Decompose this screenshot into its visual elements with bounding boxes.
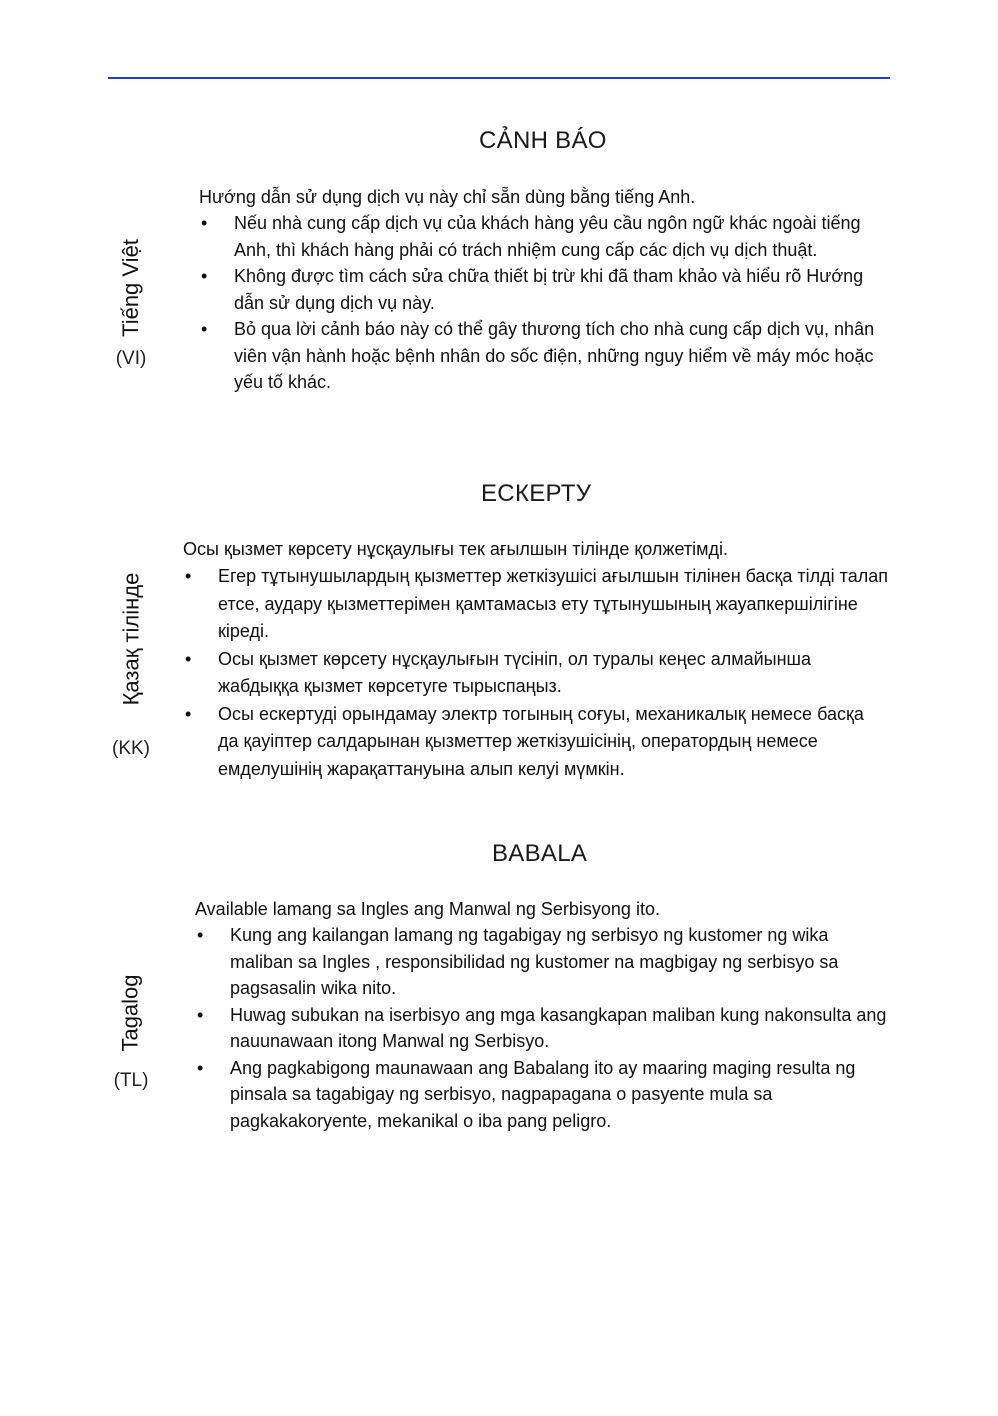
bullet-icon: • <box>185 648 192 669</box>
warning-intro: Осы қызмет көрсету нұсқаулығы тек ағылшын тілінде қолжетімді. <box>183 539 729 559</box>
language-code: (TL) <box>113 1070 149 1091</box>
list-item <box>199 210 889 263</box>
warning-heading: BABALA <box>492 840 588 867</box>
warning-heading: CẢNH BÁO <box>479 127 607 154</box>
language-name: Tiếng Việt <box>118 239 143 337</box>
warning-intro: Hướng dẫn sử dụng dịch vụ này chỉ sẵn dùng bằng tiếng Anh. <box>199 187 696 207</box>
list-item-text: Ang pagkabigong maunawaan ang Babalang ito ay maaring maging resulta ng pinsala sa tagabigay ng serbisyo, nagpapagana o pasyente mula sa pagkakakoryente, mekanikal o iba pang peligro. <box>230 1057 856 1131</box>
list-item <box>195 922 890 1002</box>
warning-list <box>183 563 888 783</box>
bullet-icon: • <box>197 925 204 945</box>
warning-list <box>195 922 890 1134</box>
header-rule <box>108 77 890 79</box>
bullet-icon: • <box>201 319 208 339</box>
list-item-text: Bỏ qua lời cảnh báo này có thể gây thương tích cho nhà cung cấp dịch vụ, nhân viên vận hành hoặc bệnh nhân do sốc điện, những nguy hiểm về máy móc hoặc yếu tố khác. <box>234 319 875 392</box>
list-item <box>195 1055 890 1135</box>
bullet-icon: • <box>185 566 192 586</box>
language-code: (VI) <box>115 348 147 369</box>
list-item-text: Nếu nhà cung cấp dịch vụ của khách hàng yêu cầu ngôn ngữ khác ngoài tiếng Anh, thì khách hàng phải có trách nhiệm cung cấp các dịch vụ dịch thuật. <box>234 213 861 260</box>
warning-list <box>199 210 889 396</box>
warning-intro: Available lamang sa Ingles ang Manwal ng Serbisyong ito. <box>195 899 660 919</box>
bullet-icon: • <box>201 213 208 233</box>
list-item-text: Huwag subukan na iserbisyo ang mga kasangkapan maliban kung nakonsulta ang nauunawaan itong Manwal ng Serbisyo. <box>230 1004 887 1051</box>
list-item <box>199 263 889 316</box>
bullet-icon: • <box>201 266 208 286</box>
bullet-icon: • <box>185 703 192 724</box>
list-item <box>195 1002 890 1055</box>
list-item <box>183 646 888 701</box>
warning-heading: ЕСКЕРТУ <box>481 480 592 507</box>
list-item <box>183 701 888 784</box>
bullet-icon: • <box>197 1004 204 1025</box>
list-item-text: Không được tìm cách sửa chữa thiết bị trừ khi đã tham khảo và hiểu rõ Hướng dẫn sử dụng dịch vụ này. <box>234 266 864 313</box>
list-item-text: Егер тұтынушылардың қызметтер жеткізушісі ағылшын тілінен басқа тілді талап етсе, аудару қызметтерімен қамтамасыз ету тұтынушының жауапкершілігіне кіреді. <box>218 566 888 641</box>
list-item <box>183 563 888 646</box>
bullet-icon: • <box>197 1057 204 1078</box>
language-name: Қазақ тілінде <box>118 572 143 706</box>
list-item <box>199 316 889 396</box>
language-name: Tagalog <box>118 974 144 1052</box>
list-item-text: Осы қызмет көрсету нұсқаулығын түсініп, ол туралы кеңес алмайынша жабдыққа қызмет көрсетуге тырыспаңыз. <box>218 648 811 696</box>
list-item-text: Осы ескертуді орындамау электр тогының соғуы, механикалық немесе басқа да қауіптер салдарынан қызметтер жеткізушісінің, оператордың немесе емделушінің жарақаттануына алып келуі мүмкін. <box>218 703 864 779</box>
language-code: (KK) <box>112 738 150 759</box>
list-item-text: Kung ang kailangan lamang ng tagabigay ng serbisyo ng kustomer ng wika maliban sa Ingles , responsibilidad ng kustomer na magbigay ng serbisyo sa pagsasalin wika nito. <box>230 925 839 998</box>
